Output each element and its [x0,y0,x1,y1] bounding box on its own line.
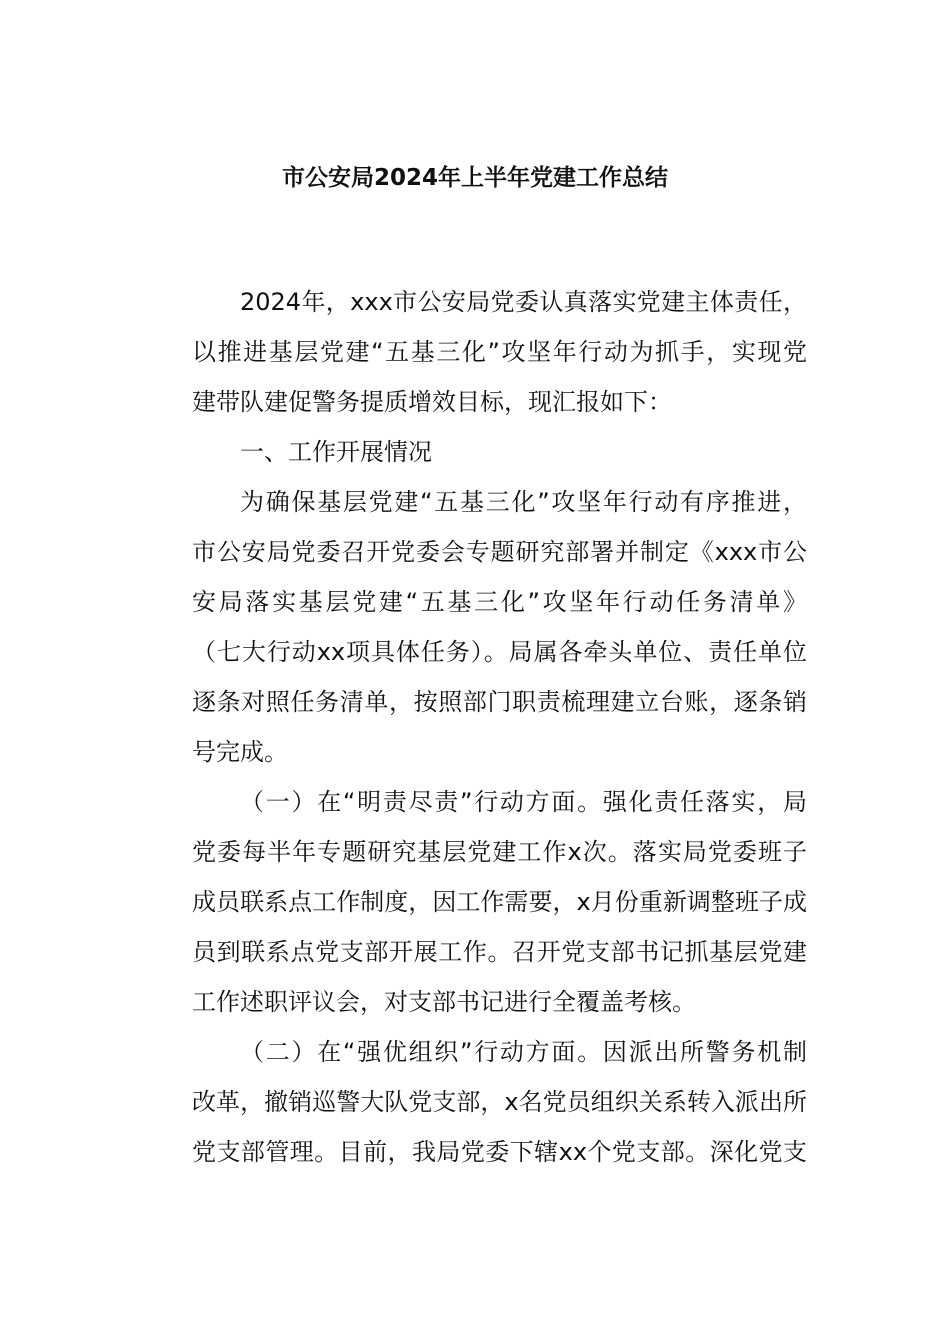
intro-paragraph [144,277,807,427]
body-paragraph [144,477,807,777]
text-line: 号完成。 [192,738,288,766]
text-line: 安局落实基层党建“五基三化”攻坚年行动任务清单》 [192,588,807,616]
text-line: 员到联系点党支部开展工作。召开党支部书记抓基层党建 [192,938,807,966]
section-heading [144,427,807,477]
text-line: （一）在“明责尽责”行动方面。强化责任落实，局 [240,788,807,816]
text-line: 改革，撤销巡警大队党支部，x名党员组织关系转入派出所 [192,1088,807,1116]
text-line: 一、工作开展情况 [240,438,432,466]
document-title: 市公安局2024年上半年党建工作总结 [281,165,668,191]
text-line: 建带队建促警务提质增效目标，现汇报如下： [192,388,672,416]
text-line: 党委每半年专题研究基层党建工作x次。落实局党委班子 [192,838,807,866]
text-line: 以推进基层党建“五基三化”攻坚年行动为抓手，实现党 [192,338,807,366]
text-line: 党支部管理。目前，我局党委下辖xx个党支部。深化党支 [192,1138,807,1166]
text-line: 工作述职评议会，对支部书记进行全覆盖考核。 [192,988,696,1016]
text-line: 成员联系点工作制度，因工作需要，x月份重新调整班子成 [192,888,807,916]
text-line: 市公安局党委召开党委会专题研究部署并制定《xxx市公 [192,538,807,566]
text-line: （七大行动xx项具体任务）。局属各牵头单位、责任单位 [192,638,807,666]
body-paragraph [144,1027,807,1177]
text-line: 逐条对照任务清单，按照部门职责梳理建立台账，逐条销 [192,688,807,716]
document-body [144,277,807,1177]
body-paragraph [144,777,807,1027]
text-line: 为确保基层党建“五基三化”攻坚年行动有序推进， [240,488,807,516]
text-line: 2024年，xxx市公安局党委认真落实党建主体责任， [240,288,807,316]
text-line: （二）在“强优组织”行动方面。因派出所警务机制 [240,1038,807,1066]
